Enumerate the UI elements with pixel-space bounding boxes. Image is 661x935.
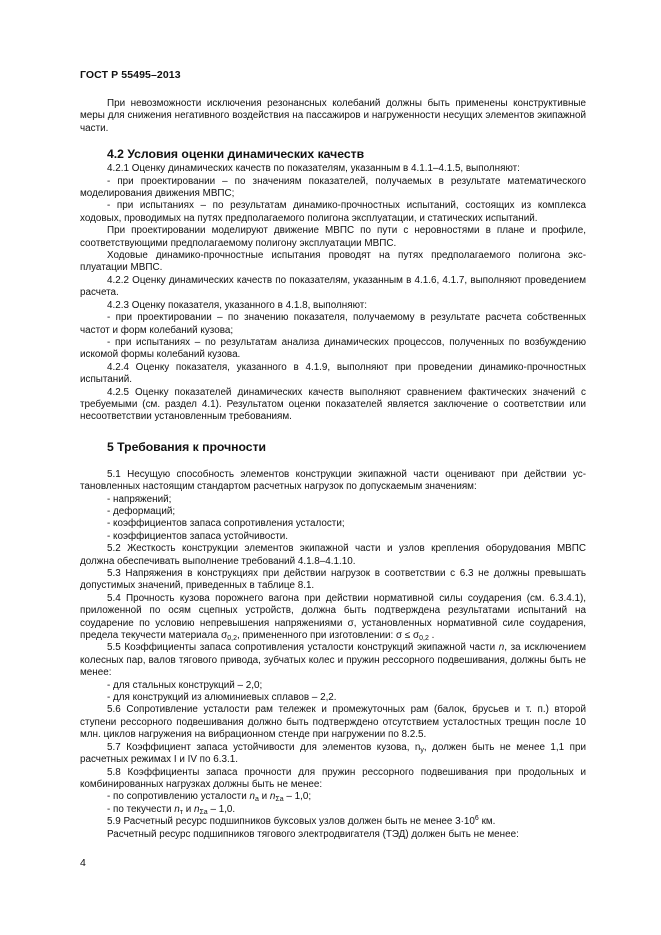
paragraph-4-2-3: 4.2.3 Оценку показателя, указанного в 4.1.8, выполняют: (107, 299, 368, 311)
paragraph-5-3: 5.3 Напряжения в конструкциях при действии нагрузок в соответствии с 6.3 не должны превышать допустимых значений, приведенных в таблице 8.1. (80, 568, 586, 592)
paragraph-5-4: 5.4 Прочность кузова порожнего вагона при действии нормативной силы соударения (см. 6.3.4.1), приложенной по осям сцепных устройств, должна быть подтверждена результатами испытаний на соударение по условию непревышения напряжениями σ, установленных нормативной силе соударения, предела текучести материала $\sigma_{0,2}$, примененного при изготовлении: $\sigma \le \sigma_{0,2}$ . (80, 592, 586, 643)
paragraph-5-7: 5.7 Коэффициент запаса устойчивости для элементов кузова, $n_y$, должен быть не менее 1,1 при расчетных режимах I и IV по 6.3.1. (80, 741, 586, 766)
paragraph-5-8: 5.8 Коэффициенты запаса прочности для пружин рессорного подвешивания при продольных и комбинированных нагрузках должны быть не менее: (80, 766, 586, 790)
list-item: - по сопротивлению усталости $n_a$ и $n_{\Sigma a} - 1,0$; (107, 791, 312, 804)
paragraph-5-2: 5.2 Жесткость конструкции элементов экипажной части и узлов крепления оборудования МВПС должна обеспечивать выполнение требований 4.1.8–4.1.10. (80, 543, 586, 567)
paragraph-5-5: 5.5 Коэффициенты запаса сопротивления усталости конструкций экипажной части n, за исключением колесных пар, валов тягового привода, зубчатых колес и пружин рессорного подвешивания, должны быть не менее: (80, 642, 586, 679)
list-item: - напряжений; (107, 493, 172, 505)
list-item: - коэффициентов запаса сопротивления усталости; (107, 518, 345, 530)
page-body (80, 98, 586, 841)
section-5-heading: 5 Требования к прочности (107, 439, 267, 454)
list-item: - для конструкций из алюминиевых сплавов – 2,2. (107, 692, 337, 704)
paragraph-4-2-2: 4.2.2 Оценку динамических качеств по показателям, указанным в 4.1.6, 4.1.7, выполняют проведением расчета. (80, 274, 586, 299)
list-item: - по текучести $n_т$ и $n_{\Sigma a} - 1,0$. (107, 803, 236, 816)
paragraph: При проектировании моделируют движение МВПС по пути с неровностями в плане и профиле, соответствующими предполагаемому полигону эксплуатации МВПС. (80, 225, 586, 249)
paragraph: Ходовые динамико-прочностные испытания проводят на путях предполагаемого полигона эксплуатации МВПС. (80, 250, 586, 274)
list-item: - при испытаниях – по результатам динамико-прочностных испытаний, состоящих из комплекса ходовых, проводимых на путях предполагаемого полигона эксплуатации, и статических испытаний. (80, 200, 586, 224)
paragraph-5-9: 5.9 Расчетный ресурс подшипников буксовых узлов должен быть не менее $3\cdot 10^6$ км. (107, 815, 496, 828)
paragraph-4-2-1: 4.2.1 Оценку динамических качеств по показателям, указанным в 4.1.1–4.1.5, выполняют: (107, 163, 520, 175)
paragraph-4-2-4: 4.2.4 Оценку показателя, указанного в 4.1.9, выполняют при проведении динамико-прочностных испытаний. (80, 361, 586, 386)
list-item: - при проектировании – по значениям показателей, получаемых в результате математического моделирования движения МВПС; (80, 175, 586, 200)
paragraph: Расчетный ресурс подшипников тягового электродвигателя (ТЭД) должен быть не менее: (107, 828, 519, 840)
page-number: 4 (80, 857, 86, 869)
list-item: - для стальных конструкций – 2,0; (107, 679, 263, 691)
paragraph-5-1: 5.1 Несущую способность элементов конструкции экипажной части оценивают при действии установленных настоящим стандартом расчетных нагрузок по допускаемым значениям: (80, 468, 586, 493)
section-4-2-heading: 4.2 Условия оценки динамических качеств (107, 147, 365, 162)
paragraph-4-2-5: 4.2.5 Оценку показателей динамических качеств выполняют сравнением фактических значений с требуемыми (см. раздел 4.1). Результатом оценки показателей является заключение о соответствии или несоответствии установленным требованиям. (80, 386, 586, 423)
list-item: - коэффициентов запаса устойчивости. (107, 530, 288, 542)
paragraph-5-6: 5.6 Сопротивление усталости рам тележек и промежуточных рам (балок, брусьев и т. п.) второй ступени рессорного подвешивания должно быть подтверждено отсутствием усталостных трещин после 10 млн. циклов нагружения на вибрационном стенде при нагружении по 8.2.5. (80, 704, 586, 741)
list-item: - деформаций; (107, 505, 176, 517)
list-item: - при испытаниях – по результатам анализа динамических процессов, полученных по возбуждению искомой формы колебаний кузова. (80, 336, 586, 361)
list-item: - при проектировании – по значению показателя, получаемому в результате расчета собственных частот и форм колебаний кузова; (80, 312, 586, 336)
intro-paragraph: При невозможности исключения резонансных колебаний должны быть применены конструктивные меры для снижения негативного воздействия на пассажиров и нагруженности несущих элементов экипажной части. (80, 98, 586, 134)
running-header: ГОСТ Р 55495–2013 (80, 69, 181, 81)
